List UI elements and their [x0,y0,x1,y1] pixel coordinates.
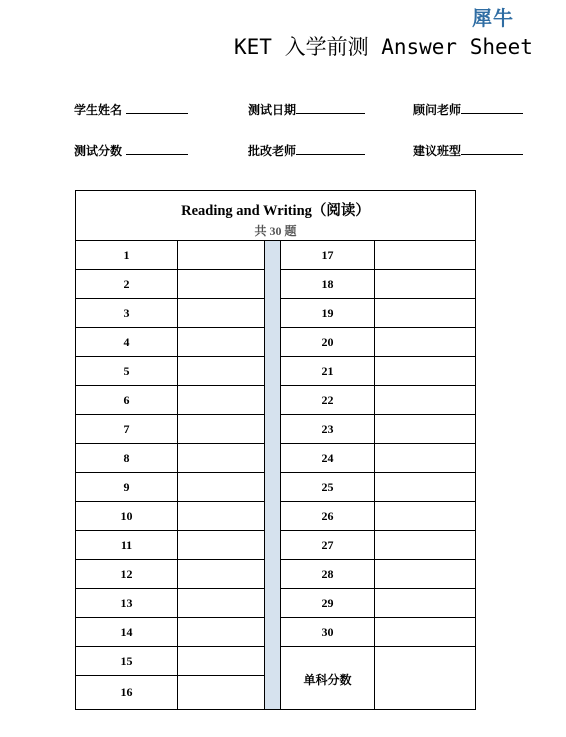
suggested-class-label: 建议班型 [413,144,462,158]
answer-sheet-table [75,190,476,710]
question-number: 24 [321,451,334,465]
question-number: 1 [123,248,130,262]
question-number: 13 [120,596,133,610]
answer-cell[interactable] [178,531,264,559]
answer-cell[interactable] [178,328,264,356]
question-number: 2 [123,277,130,291]
test-date-label: 测试日期 [248,103,297,117]
question-number: 21 [321,364,334,378]
page-title: KET 入学前测 Answer Sheet [234,35,533,59]
divider-stripe [264,241,281,709]
grader-label: 批改老师 [248,144,297,158]
answer-cell[interactable] [375,589,475,617]
info-row-1 [74,101,544,119]
question-count: 共 30 题 [254,224,297,238]
test-score-field[interactable] [74,142,188,159]
answer-cell[interactable] [375,270,475,298]
answer-cell[interactable] [375,618,475,646]
answer-cell[interactable] [375,415,475,443]
answer-cell[interactable] [178,618,264,646]
student-name-label: 学生姓名 [74,103,127,117]
student-name-line [126,101,188,114]
subject-score-cell[interactable] [375,647,475,709]
question-number: 28 [321,567,334,581]
question-number: 3 [123,306,130,320]
test-score-label: 测试分数 [74,144,127,158]
test-date-line [296,101,365,114]
question-number: 5 [123,364,130,378]
student-name-field[interactable] [74,101,188,118]
question-number: 4 [123,335,130,349]
section-title: Reading and Writing（阅读） [181,203,370,219]
answer-cell[interactable] [178,357,264,385]
answer-cell[interactable] [178,299,264,327]
answer-cell[interactable] [178,676,264,708]
answer-cell[interactable] [178,647,264,675]
question-number: 30 [321,625,334,639]
answer-cell[interactable] [178,241,264,269]
answer-sheet-header [76,191,475,241]
answer-cell[interactable] [375,502,475,530]
answer-cell[interactable] [375,531,475,559]
answer-cell[interactable] [375,444,475,472]
answer-cell[interactable] [375,241,475,269]
answer-cell[interactable] [375,357,475,385]
answer-cell[interactable] [178,560,264,588]
suggested-class-field[interactable] [413,142,523,159]
question-number: 15 [120,654,133,668]
question-number: 27 [321,538,334,552]
question-number: 12 [120,567,133,581]
answer-cell[interactable] [375,560,475,588]
answer-cell[interactable] [375,328,475,356]
question-number: 14 [120,625,133,639]
subject-score-label: 单科分数 [303,673,352,687]
answer-cell[interactable] [375,299,475,327]
answer-cell[interactable] [178,270,264,298]
grader-line [296,142,365,155]
test-date-field[interactable] [248,101,365,118]
advisor-field[interactable] [413,101,523,118]
question-number: 29 [321,596,334,610]
answer-cell[interactable] [178,415,264,443]
info-row-2 [74,142,544,160]
suggested-class-line [461,142,523,155]
answer-grid [76,241,475,709]
question-number: 25 [321,480,334,494]
answer-cell[interactable] [178,502,264,530]
question-number: 11 [120,538,133,552]
answer-cell[interactable] [375,386,475,414]
question-number: 17 [321,248,334,262]
question-number: 7 [123,422,130,436]
answer-cell[interactable] [178,386,264,414]
question-number: 8 [123,451,130,465]
brand-logo-text: 犀牛 [472,6,514,30]
advisor-label: 顾问老师 [413,103,462,117]
question-number: 6 [123,393,130,407]
question-number: 23 [321,422,334,436]
question-number: 16 [120,685,133,699]
advisor-line [461,101,523,114]
answer-cell[interactable] [178,444,264,472]
question-number: 18 [321,277,334,291]
answer-cell[interactable] [375,473,475,501]
question-number: 20 [321,335,334,349]
question-number: 9 [123,480,130,494]
question-number: 10 [120,509,133,523]
grader-field[interactable] [248,142,365,159]
question-number: 19 [321,306,334,320]
test-score-line [126,142,188,155]
answer-cell[interactable] [178,473,264,501]
question-number: 26 [321,509,334,523]
answer-cell[interactable] [178,589,264,617]
question-number: 22 [321,393,334,407]
